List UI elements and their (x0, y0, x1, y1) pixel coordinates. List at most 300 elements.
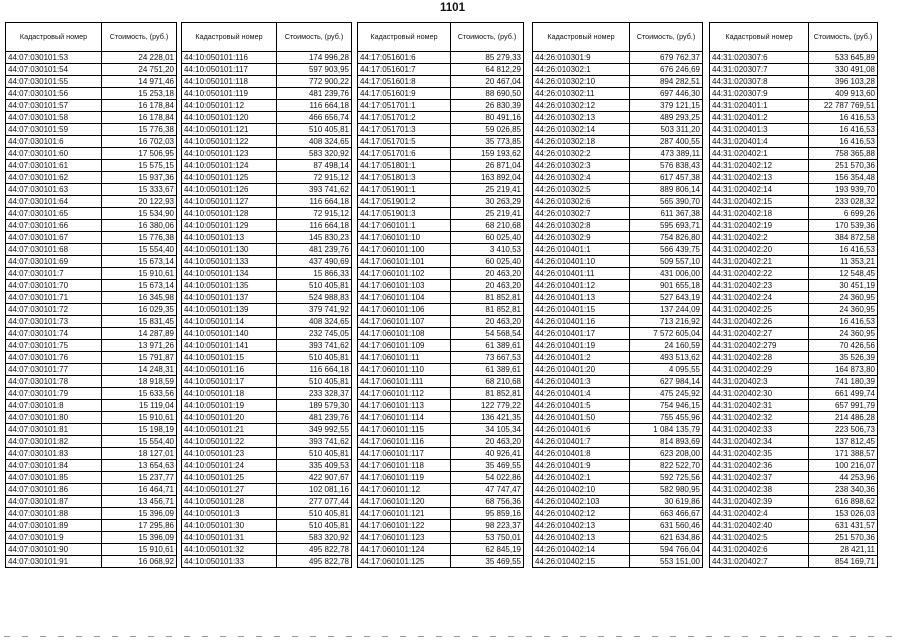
cadastral-number-cell: 44:10:050101:140 (182, 328, 277, 340)
table-row (358, 424, 524, 436)
value-cell: 18 127,01 (102, 448, 177, 460)
cadastral-number-cell: 44:17:060101:106 (358, 304, 451, 316)
cadastral-number-cell: 44:07:030101:8 (6, 400, 102, 412)
cadastral-table (357, 22, 524, 568)
value-cell: 889 806,14 (630, 184, 703, 196)
table-row (533, 424, 703, 436)
cadastral-number-cell: 44:31:020402:38 (710, 484, 809, 496)
value-cell: 16 416,53 (809, 124, 878, 136)
table-row (358, 172, 524, 184)
value-cell: 15 534,90 (102, 208, 177, 220)
table-row (533, 400, 703, 412)
cadastral-number-cell: 44:26:010401:10 (533, 256, 630, 268)
cadastral-number-cell: 44:26:010302:6 (533, 196, 630, 208)
cadastral-number-cell: 44:31:020402:29 (710, 364, 809, 376)
cadastral-number-cell: 44:26:010401:8 (533, 448, 630, 460)
value-cell: 20 463,20 (451, 436, 524, 448)
table-row (358, 64, 524, 76)
cadastral-number-cell: 44:07:030101:91 (6, 556, 102, 568)
cadastral-number-cell: 44:31:020402:2 (710, 232, 809, 244)
table-row (358, 400, 524, 412)
value-cell: 510 405,81 (277, 280, 352, 292)
value-cell: 60 025,40 (451, 232, 524, 244)
value-cell: 15 237,77 (102, 472, 177, 484)
cadastral-number-cell: 44:26:010402:10 (533, 484, 630, 496)
cadastral-number-cell: 44:10:050101:133 (182, 256, 277, 268)
table-row (710, 232, 878, 244)
table-row (533, 472, 703, 484)
table-row (182, 256, 352, 268)
table-row (6, 232, 177, 244)
cadastral-number-cell: 44:17:060101:122 (358, 520, 451, 532)
cadastral-number-cell: 44:31:020402:36 (710, 460, 809, 472)
value-cell: 251 570,36 (809, 532, 878, 544)
value-cell: 533 645,89 (809, 52, 878, 64)
value-cell: 15 554,40 (102, 244, 177, 256)
table-row (182, 424, 352, 436)
cadastral-number-cell: 44:17:060101:125 (358, 556, 451, 568)
value-cell: 510 405,81 (277, 508, 352, 520)
cadastral-number-cell: 44:10:050101:139 (182, 304, 277, 316)
table-row (182, 64, 352, 76)
value-cell: 594 766,04 (630, 544, 703, 556)
cadastral-number-cell: 44:10:050101:141 (182, 340, 277, 352)
table-row (6, 124, 177, 136)
table-row (6, 160, 177, 172)
cadastral-number-cell: 44:10:050101:3 (182, 508, 277, 520)
cadastral-number-cell: 44:31:020402:35 (710, 448, 809, 460)
cadastral-table (532, 22, 703, 568)
table-row (358, 208, 524, 220)
value-cell: 171 388,57 (809, 448, 878, 460)
table-row (710, 532, 878, 544)
value-cell: 15 333,67 (102, 184, 177, 196)
cadastral-number-cell: 44:17:051901:3 (358, 208, 451, 220)
table-row (358, 364, 524, 376)
value-cell: 17 295,86 (102, 520, 177, 532)
table-row (182, 160, 352, 172)
value-cell: 901 655,18 (630, 280, 703, 292)
value-cell: 481 239,76 (277, 244, 352, 256)
table-row (710, 520, 878, 532)
cadastral-number-cell: 44:26:010302:7 (533, 208, 630, 220)
cadastral-number-cell: 44:31:020402:14 (710, 184, 809, 196)
cadastral-number-cell: 44:07:030101:79 (6, 388, 102, 400)
cadastral-number-cell: 44:10:050101:22 (182, 436, 277, 448)
cadastral-number-cell: 44:31:020402:6 (710, 544, 809, 556)
cadastral-number-cell: 44:07:030101:90 (6, 544, 102, 556)
value-cell: 87 498,14 (277, 160, 352, 172)
table-row (6, 220, 177, 232)
cadastral-number-cell: 44:26:010401:3 (533, 376, 630, 388)
value-cell: 11 353,21 (809, 256, 878, 268)
table-row (182, 124, 352, 136)
table-row (6, 328, 177, 340)
value-cell: 223 506,73 (809, 424, 878, 436)
value-cell: 679 762,37 (630, 52, 703, 64)
table-row (358, 280, 524, 292)
cadastral-number-cell: 44:10:050101:135 (182, 280, 277, 292)
value-cell: 583 320,92 (277, 532, 352, 544)
value-cell: 422 907,67 (277, 472, 352, 484)
cadastral-number-cell: 44:10:050101:127 (182, 196, 277, 208)
cadastral-number-cell: 44:26:010302:10 (533, 76, 630, 88)
cadastral-number-cell: 44:26:010401:6 (533, 424, 630, 436)
cadastral-number-cell: 44:31:020402:34 (710, 436, 809, 448)
value-cell: 159 193,62 (451, 148, 524, 160)
cadastral-number-cell: 44:26:010402:13 (533, 532, 630, 544)
value-cell: 16 029,35 (102, 304, 177, 316)
value-cell: 100 216,07 (809, 460, 878, 472)
cadastral-number-cell: 44:17:060101:124 (358, 544, 451, 556)
value-cell: 495 822,78 (277, 544, 352, 556)
table-row (6, 244, 177, 256)
table-row (710, 172, 878, 184)
cadastral-number-cell: 44:31:020402:13 (710, 172, 809, 184)
value-cell: 553 151,00 (630, 556, 703, 568)
table-row (6, 460, 177, 472)
cadastral-number-cell: 44:07:030101:58 (6, 112, 102, 124)
cadastral-number-cell: 44:31:020402:3 (710, 376, 809, 388)
table-row (533, 232, 703, 244)
value-cell: 26 830,39 (451, 100, 524, 112)
value-cell: 189 579,30 (277, 400, 352, 412)
header-value: Стоимость, (руб.) (277, 23, 352, 52)
cadastral-number-cell: 44:07:030101:7 (6, 268, 102, 280)
value-cell: 68 210,68 (451, 220, 524, 232)
cadastral-number-cell: 44:10:050101:27 (182, 484, 277, 496)
value-cell: 30 451,19 (809, 280, 878, 292)
cadastral-number-cell: 44:31:020307:7 (710, 64, 809, 76)
value-cell: 3 410,53 (451, 244, 524, 256)
cadastral-number-cell: 44:31:020401:1 (710, 100, 809, 112)
cadastral-number-cell: 44:17:051901:1 (358, 184, 451, 196)
table-row (710, 412, 878, 424)
cadastral-number-cell: 44:07:030101:61 (6, 160, 102, 172)
table-row (710, 100, 878, 112)
table-row (6, 520, 177, 532)
table-row (358, 232, 524, 244)
cadastral-number-cell: 44:10:050101:21 (182, 424, 277, 436)
cadastral-number-cell: 44:31:020402:28 (710, 352, 809, 364)
value-cell: 503 311,20 (630, 124, 703, 136)
value-cell: 68 210,68 (451, 376, 524, 388)
value-cell: 16 416,53 (809, 316, 878, 328)
value-cell: 493 513,62 (630, 352, 703, 364)
table-row (533, 316, 703, 328)
table-row (358, 544, 524, 556)
value-cell: 489 293,25 (630, 112, 703, 124)
cadastral-number-cell: 44:31:020401:4 (710, 136, 809, 148)
table-row (710, 256, 878, 268)
cadastral-number-cell: 44:17:051801:1 (358, 160, 451, 172)
value-cell: 16 178,84 (102, 100, 177, 112)
table-row (533, 76, 703, 88)
table-row (358, 316, 524, 328)
value-cell: 95 859,16 (451, 508, 524, 520)
value-cell: 676 246,69 (630, 64, 703, 76)
header-cadastral-number: Кадастровый номер (533, 23, 630, 52)
value-cell: 170 539,36 (809, 220, 878, 232)
value-cell: 44 253,96 (809, 472, 878, 484)
table-row (358, 352, 524, 364)
table-row (710, 508, 878, 520)
cadastral-number-cell: 44:17:060101:118 (358, 460, 451, 472)
cadastral-number-cell: 44:26:010302:11 (533, 88, 630, 100)
value-cell: 15 673,14 (102, 280, 177, 292)
cadastral-number-cell: 44:31:020402:5 (710, 532, 809, 544)
cadastral-number-cell: 44:17:051601:7 (358, 64, 451, 76)
value-cell: 80 491,16 (451, 112, 524, 124)
cadastral-number-cell: 44:10:050101:126 (182, 184, 277, 196)
cadastral-number-cell: 44:17:060101:121 (358, 508, 451, 520)
value-cell: 20 122,93 (102, 196, 177, 208)
cadastral-number-cell: 44:07:030101:75 (6, 340, 102, 352)
cadastral-number-cell: 44:07:030101:6 (6, 136, 102, 148)
value-cell: 754 826,80 (630, 232, 703, 244)
table-row (358, 112, 524, 124)
value-cell: 61 389,61 (451, 340, 524, 352)
cadastral-number-cell: 44:26:010401:2 (533, 352, 630, 364)
cadastral-number-cell: 44:26:010302:9 (533, 232, 630, 244)
value-cell: 15 791,87 (102, 352, 177, 364)
table-row (710, 52, 878, 64)
table-row (358, 100, 524, 112)
cadastral-number-cell: 44:26:010302:13 (533, 112, 630, 124)
table-row (358, 256, 524, 268)
value-cell: 623 208,00 (630, 448, 703, 460)
value-cell: 335 409,53 (277, 460, 352, 472)
value-cell: 30 263,29 (451, 196, 524, 208)
cadastral-number-cell: 44:31:020402:27 (710, 328, 809, 340)
table-row (710, 244, 878, 256)
value-cell: 15 673,14 (102, 256, 177, 268)
table-row (6, 304, 177, 316)
table-row (6, 184, 177, 196)
value-cell: 592 725,56 (630, 472, 703, 484)
cadastral-number-cell: 44:17:060101:101 (358, 256, 451, 268)
table-row (182, 472, 352, 484)
cadastral-number-cell: 44:07:030101:74 (6, 328, 102, 340)
value-cell: 98 223,37 (451, 520, 524, 532)
value-cell: 35 469,55 (451, 556, 524, 568)
value-cell: 64 812,29 (451, 64, 524, 76)
cadastral-number-cell: 44:17:060101:104 (358, 292, 451, 304)
table-row (710, 448, 878, 460)
cadastral-number-cell: 44:17:051701:2 (358, 112, 451, 124)
value-cell: 72 915,12 (277, 208, 352, 220)
table-row (533, 88, 703, 100)
table-row (533, 280, 703, 292)
value-cell: 582 980,95 (630, 484, 703, 496)
header-value: Стоимость, (руб.) (809, 23, 878, 52)
table-row (710, 280, 878, 292)
cadastral-number-cell: 44:07:030101:68 (6, 244, 102, 256)
cadastral-number-cell: 44:07:030101:72 (6, 304, 102, 316)
value-cell: 713 216,92 (630, 316, 703, 328)
cadastral-table (181, 22, 352, 568)
table-row (533, 328, 703, 340)
value-cell: 611 367,38 (630, 208, 703, 220)
table-row (533, 244, 703, 256)
value-cell: 758 365,88 (809, 148, 878, 160)
value-cell: 174 996,28 (277, 52, 352, 64)
table-row (358, 472, 524, 484)
value-cell: 15 119,04 (102, 400, 177, 412)
table-row (710, 124, 878, 136)
value-cell: 277 077,44 (277, 496, 352, 508)
value-cell: 24 360,95 (809, 328, 878, 340)
table-row (182, 400, 352, 412)
table-row (182, 484, 352, 496)
cadastral-number-cell: 44:17:060101:110 (358, 364, 451, 376)
table-row (358, 220, 524, 232)
table-row (710, 472, 878, 484)
cadastral-number-cell: 44:31:020402:279 (710, 340, 809, 352)
cadastral-number-cell: 44:31:020402:21 (710, 256, 809, 268)
table-row (182, 148, 352, 160)
table-row (6, 412, 177, 424)
value-cell: 233 328,37 (277, 388, 352, 400)
cadastral-number-cell: 44:07:030101:78 (6, 376, 102, 388)
value-cell: 15 776,38 (102, 232, 177, 244)
value-cell: 25 219,41 (451, 208, 524, 220)
table-row (710, 148, 878, 160)
table-row (533, 292, 703, 304)
table-row (182, 172, 352, 184)
table-row (6, 172, 177, 184)
value-cell: 30 619,86 (630, 496, 703, 508)
value-cell: 1 084 135,79 (630, 424, 703, 436)
cadastral-number-cell: 44:10:050101:24 (182, 460, 277, 472)
value-cell: 595 693,71 (630, 220, 703, 232)
table-row (182, 316, 352, 328)
value-cell: 47 747,47 (451, 484, 524, 496)
cadastral-number-cell: 44:31:020402:20 (710, 244, 809, 256)
table-row (6, 268, 177, 280)
cadastral-number-cell: 44:10:050101:28 (182, 496, 277, 508)
cadastral-number-cell: 44:07:030101:71 (6, 292, 102, 304)
cadastral-number-cell: 44:31:020402:26 (710, 316, 809, 328)
value-cell: 20 467,04 (451, 76, 524, 88)
table-row (358, 196, 524, 208)
cadastral-number-cell: 44:10:050101:33 (182, 556, 277, 568)
cadastral-number-cell: 44:26:010401:16 (533, 316, 630, 328)
value-cell: 72 915,12 (277, 172, 352, 184)
cadastral-number-cell: 44:10:050101:32 (182, 544, 277, 556)
cadastral-number-cell: 44:26:010401:7 (533, 436, 630, 448)
cadastral-number-cell: 44:10:050101:17 (182, 376, 277, 388)
value-cell: 15 396,09 (102, 532, 177, 544)
table-row (182, 340, 352, 352)
cadastral-number-cell: 44:31:020402:4 (710, 508, 809, 520)
cadastral-number-cell: 44:07:030101:60 (6, 148, 102, 160)
value-cell: 621 634,86 (630, 532, 703, 544)
cadastral-number-cell: 44:10:050101:20 (182, 412, 277, 424)
value-cell: 137 244,09 (630, 304, 703, 316)
cadastral-number-cell: 44:26:010402:103 (533, 496, 630, 508)
table-row (182, 496, 352, 508)
cadastral-number-cell: 44:26:010401:13 (533, 292, 630, 304)
table-row (533, 496, 703, 508)
cadastral-number-cell: 44:26:010401:1 (533, 244, 630, 256)
cadastral-number-cell: 44:26:010402:14 (533, 544, 630, 556)
value-cell: 16 068,92 (102, 556, 177, 568)
cadastral-number-cell: 44:31:020402:30 (710, 388, 809, 400)
cadastral-number-cell: 44:26:010402:13 (533, 520, 630, 532)
cadastral-number-cell: 44:17:060101:103 (358, 280, 451, 292)
value-cell: 379 121,15 (630, 100, 703, 112)
table-row (533, 220, 703, 232)
cadastral-number-cell: 44:07:030101:63 (6, 184, 102, 196)
cadastral-number-cell: 44:31:020402:33 (710, 424, 809, 436)
table-row (358, 532, 524, 544)
value-cell: 481 239,76 (277, 88, 352, 100)
table-row (710, 436, 878, 448)
table-row (533, 484, 703, 496)
cadastral-number-cell: 44:31:020402:1 (710, 148, 809, 160)
table-row (533, 136, 703, 148)
value-cell: 24 228,01 (102, 52, 177, 64)
table-row (358, 388, 524, 400)
cadastral-number-cell: 44:10:050101:116 (182, 52, 277, 64)
value-cell: 15 253,18 (102, 88, 177, 100)
cadastral-number-cell: 44:07:030101:65 (6, 208, 102, 220)
header-cadastral-number: Кадастровый номер (358, 23, 451, 52)
value-cell: 20 463,20 (451, 280, 524, 292)
cadastral-number-cell: 44:17:051801:3 (358, 172, 451, 184)
table-row (182, 376, 352, 388)
value-cell: 81 852,81 (451, 304, 524, 316)
cadastral-number-cell: 44:17:060101:123 (358, 532, 451, 544)
cadastral-number-cell: 44:07:030101:73 (6, 316, 102, 328)
cadastral-number-cell: 44:26:010401:11 (533, 268, 630, 280)
value-cell: 73 667,53 (451, 352, 524, 364)
value-cell: 510 405,81 (277, 352, 352, 364)
cadastral-number-cell: 44:17:060101:107 (358, 316, 451, 328)
table-row (533, 184, 703, 196)
value-cell: 576 838,43 (630, 160, 703, 172)
table-row (358, 376, 524, 388)
cadastral-number-cell: 44:26:010302:2 (533, 148, 630, 160)
value-cell: 566 439,75 (630, 244, 703, 256)
table-row (533, 508, 703, 520)
table-row (6, 280, 177, 292)
value-cell: 431 006,00 (630, 268, 703, 280)
table-row (6, 340, 177, 352)
value-cell: 232 745,05 (277, 328, 352, 340)
cadastral-number-cell: 44:07:030101:55 (6, 76, 102, 88)
value-cell: 12 548,45 (809, 268, 878, 280)
value-cell: 631 560,46 (630, 520, 703, 532)
table-row (358, 52, 524, 64)
value-cell: 393 741,62 (277, 184, 352, 196)
cadastral-number-cell: 44:26:010301:9 (533, 52, 630, 64)
value-cell: 631 431,57 (809, 520, 878, 532)
table-row (710, 556, 878, 568)
cadastral-number-cell: 44:31:020402:37 (710, 472, 809, 484)
cadastral-number-cell: 44:07:030101:82 (6, 436, 102, 448)
value-cell: 251 570,36 (809, 160, 878, 172)
table-row (358, 268, 524, 280)
header-cadastral-number: Кадастровый номер (710, 23, 809, 52)
cadastral-number-cell: 44:17:051901:2 (358, 196, 451, 208)
table-row (182, 352, 352, 364)
value-cell: 510 405,81 (277, 448, 352, 460)
cadastral-number-cell: 44:26:010402:15 (533, 556, 630, 568)
table-row (710, 340, 878, 352)
table-row (533, 532, 703, 544)
